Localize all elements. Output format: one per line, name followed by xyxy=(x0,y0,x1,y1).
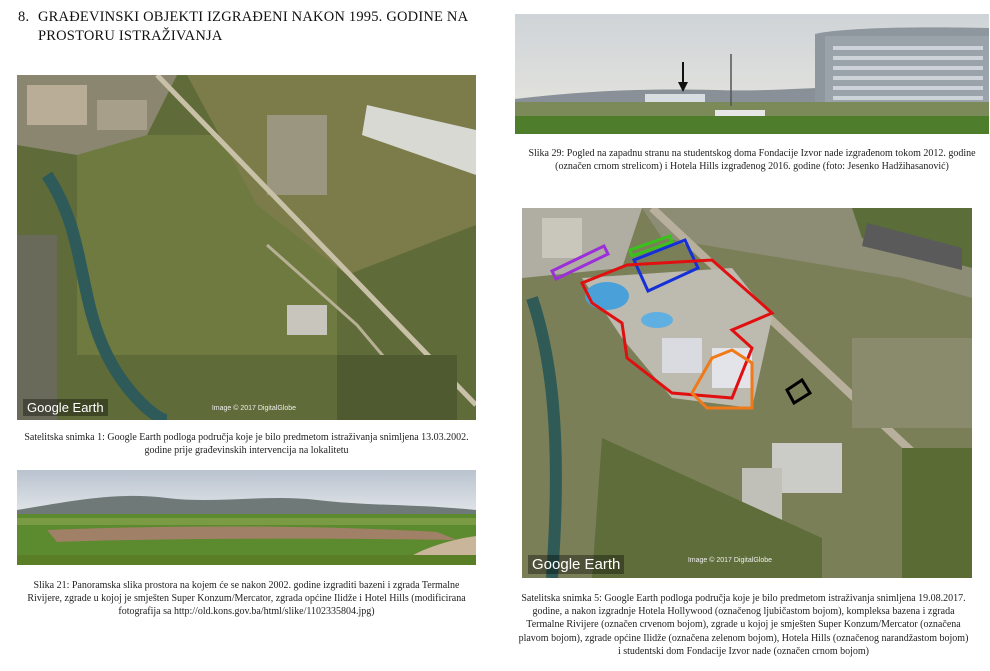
caption-line: Termalne Rivijere (označen crvenom bojom), zgrade u kojoj je smješten Super Konzum/Mercator (označena xyxy=(526,619,961,631)
caption-line: fotografija sa http://old.kons.gov.ba/html/slike/1102335804.jpg) xyxy=(118,606,375,617)
caption-line: Rivijere, zgrade u kojoj je smješten Super Konzum/Mercator, zgrada općine Ilidže i Hotel Hills (modificirana xyxy=(27,593,466,604)
caption-satellite-5 xyxy=(497,592,990,658)
section-number: 8. xyxy=(18,9,30,25)
caption-line: plavom bojom), zgrade općine Ilidže (označena zelenom bojom), Hotela Hills (označenog narandžastom bojom) xyxy=(518,632,969,644)
section-heading xyxy=(18,8,488,46)
google-earth-watermark: Google Earth xyxy=(23,399,108,416)
caption-line: godine prije građevinskih intervencija na lokalitetu xyxy=(144,445,349,456)
image-credit: Image © 2017 DigitalGlobe xyxy=(687,557,772,564)
caption-line: Satelitska snimka 1: Google Earth podloga područja koje je bilo predmetom istraživanja snimljena 13.03.2002. xyxy=(24,432,469,443)
caption-slika29 xyxy=(515,147,989,173)
caption-satellite-1 xyxy=(17,431,476,457)
google-earth-watermark: Google Earth xyxy=(528,555,624,574)
caption-line: Slika 29: Pogled na zapadnu stranu na studentskog doma Fondacije Izvor nade izgrađenom tokom 2012. godine xyxy=(528,148,976,159)
caption-line: (označen crnom strelicom) i Hotela Hills izgrađenog 2016. godine (foto: Jesenko Hadžihasanović) xyxy=(555,161,949,172)
caption-slika21 xyxy=(17,579,476,618)
caption-line: Slika 21: Panoramska slika prostora na kojem će se nakon 2002. godine izgraditi bazeni i zgrada Termalne xyxy=(33,580,460,591)
caption-line: godine, a nakon izgradnje Hotela Hollywood (označenog ljubičastom bojom), kompleksa bazena i zgrada xyxy=(532,606,955,618)
caption-line: i studentski dom Fondacije Izvor nade (označen crnom bojom) xyxy=(617,645,870,657)
section-title-line2: PROSTORU ISTRAŽIVANJA xyxy=(38,28,223,44)
satellite-image-2002 xyxy=(17,75,476,420)
panorama-photo-slika21 xyxy=(17,470,476,565)
satellite-image-2017 xyxy=(522,208,972,578)
image-credit: Image © 2017 DigitalGlobe xyxy=(211,405,296,412)
photo-slika29 xyxy=(515,14,989,134)
section-title-line1: GRAĐEVINSKI OBJEKTI IZGRAĐENI NAKON 1995. GODINE NA xyxy=(38,9,469,25)
caption-line: Satelitska snimka 5: Google Earth podloga područja koje je bilo predmetom istraživanja snimljena 19.08.2017. xyxy=(521,593,966,604)
